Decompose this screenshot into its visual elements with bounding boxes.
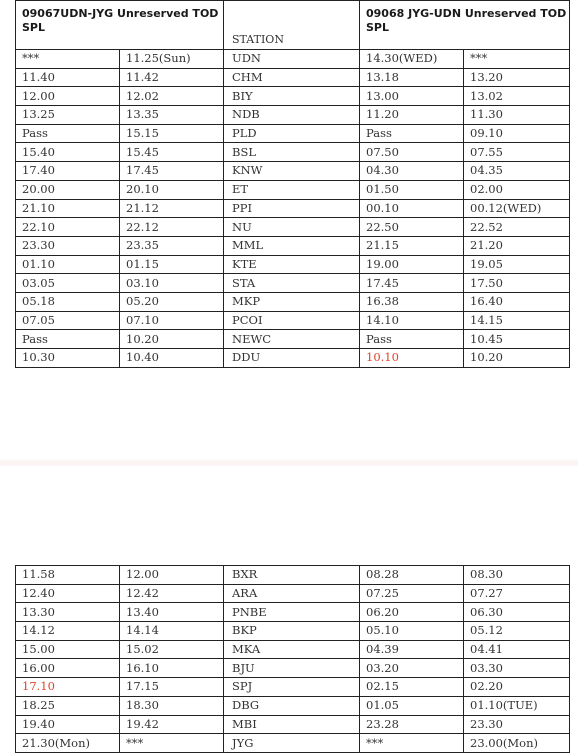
up-arrival-cell: 14.30(WED) <box>360 50 464 69</box>
station-code-cell: STA <box>224 274 360 293</box>
station-code-cell: BXR <box>224 566 360 585</box>
down-departure-cell: 22.12 <box>120 218 224 237</box>
down-arrival-cell: 05.18 <box>16 292 120 311</box>
down-departure-cell: 15.15 <box>120 124 224 143</box>
down-arrival-cell: 17.10 <box>16 678 120 697</box>
down-departure-cell: 15.45 <box>120 143 224 162</box>
up-departure-cell: 04.41 <box>464 640 570 659</box>
up-arrival-cell: 16.38 <box>360 292 464 311</box>
table-row <box>16 311 570 330</box>
down-arrival-cell: 16.00 <box>16 659 120 678</box>
timetable-table-top <box>15 0 570 368</box>
down-departure-cell: 17.45 <box>120 162 224 181</box>
up-arrival-cell: 04.39 <box>360 640 464 659</box>
down-departure-cell: 03.10 <box>120 274 224 293</box>
table-row <box>16 87 570 106</box>
down-departure-cell: 12.42 <box>120 584 224 603</box>
table-row <box>16 180 570 199</box>
table-row <box>16 274 570 293</box>
station-code-cell: JYG <box>224 734 360 753</box>
up-arrival-cell: 17.45 <box>360 274 464 293</box>
down-departure-cell: 01.15 <box>120 255 224 274</box>
up-departure-cell: 17.50 <box>464 274 570 293</box>
table-row <box>16 106 570 125</box>
down-departure-cell: 14.14 <box>120 622 224 641</box>
up-departure-cell: 08.30 <box>464 566 570 585</box>
up-arrival-cell: 01.05 <box>360 696 464 715</box>
station-code-cell: MML <box>224 236 360 255</box>
up-arrival-cell: 11.20 <box>360 106 464 125</box>
down-departure-cell: 07.10 <box>120 311 224 330</box>
up-departure-cell: 10.20 <box>464 349 570 368</box>
up-departure-cell: 22.52 <box>464 218 570 237</box>
up-arrival-cell: 10.10 <box>360 349 464 368</box>
up-arrival-cell: *** <box>360 734 464 753</box>
down-departure-cell: 15.02 <box>120 640 224 659</box>
station-code-cell: BSL <box>224 143 360 162</box>
down-arrival-cell: 14.12 <box>16 622 120 641</box>
down-departure-cell: 10.20 <box>120 330 224 349</box>
table-row <box>16 255 570 274</box>
station-code-cell: UDN <box>224 50 360 69</box>
table-header-row <box>16 1 570 50</box>
down-departure-cell: 21.12 <box>120 199 224 218</box>
up-arrival-cell: 05.10 <box>360 622 464 641</box>
up-departure-cell: 04.35 <box>464 162 570 181</box>
up-arrival-cell: 13.00 <box>360 87 464 106</box>
down-departure-cell: 05.20 <box>120 292 224 311</box>
down-arrival-cell: 21.30(Mon) <box>16 734 120 753</box>
down-arrival-cell: 01.10 <box>16 255 120 274</box>
down-departure-cell: 12.00 <box>120 566 224 585</box>
down-arrival-cell: 13.25 <box>16 106 120 125</box>
up-departure-cell: 21.20 <box>464 236 570 255</box>
station-code-cell: NDB <box>224 106 360 125</box>
table-row <box>16 349 570 368</box>
down-arrival-cell: 15.00 <box>16 640 120 659</box>
down-arrival-cell: 07.05 <box>16 311 120 330</box>
station-code-cell: SPJ <box>224 678 360 697</box>
table-row <box>16 162 570 181</box>
up-arrival-cell: 00.10 <box>360 199 464 218</box>
up-departure-cell: 03.30 <box>464 659 570 678</box>
table-row <box>16 292 570 311</box>
up-arrival-cell: 21.15 <box>360 236 464 255</box>
station-code-cell: PPI <box>224 199 360 218</box>
up-departure-cell: *** <box>464 50 570 69</box>
down-arrival-cell: 10.30 <box>16 349 120 368</box>
up-departure-cell: 23.30 <box>464 715 570 734</box>
table-row <box>16 199 570 218</box>
up-departure-cell: 19.05 <box>464 255 570 274</box>
up-departure-cell: 00.12(WED) <box>464 199 570 218</box>
up-arrival-cell: 22.50 <box>360 218 464 237</box>
station-code-cell: ARA <box>224 584 360 603</box>
station-code-cell: NEWC <box>224 330 360 349</box>
table-row <box>16 330 570 349</box>
down-departure-cell: 13.40 <box>120 603 224 622</box>
down-arrival-cell: 13.30 <box>16 603 120 622</box>
timetable-table-bottom <box>15 565 570 753</box>
up-arrival-cell: 02.15 <box>360 678 464 697</box>
down-departure-cell: 18.30 <box>120 696 224 715</box>
down-arrival-cell: 18.25 <box>16 696 120 715</box>
down-arrival-cell: 12.40 <box>16 584 120 603</box>
up-arrival-cell: 14.10 <box>360 311 464 330</box>
table-row <box>16 659 570 678</box>
up-arrival-cell: Pass <box>360 330 464 349</box>
down-departure-cell: 13.35 <box>120 106 224 125</box>
down-departure-cell: 11.42 <box>120 68 224 87</box>
up-departure-cell: 07.27 <box>464 584 570 603</box>
down-arrival-cell: 19.40 <box>16 715 120 734</box>
station-code-cell: DBG <box>224 696 360 715</box>
up-departure-cell: 02.20 <box>464 678 570 697</box>
up-departure-cell: 05.12 <box>464 622 570 641</box>
up-departure-cell: 13.20 <box>464 68 570 87</box>
up-departure-cell: 07.55 <box>464 143 570 162</box>
down-departure-cell: 10.40 <box>120 349 224 368</box>
up-departure-cell: 02.00 <box>464 180 570 199</box>
table-row <box>16 218 570 237</box>
table-row <box>16 678 570 697</box>
station-code-cell: MKP <box>224 292 360 311</box>
up-arrival-cell: 07.25 <box>360 584 464 603</box>
down-arrival-cell: 21.10 <box>16 199 120 218</box>
station-code-cell: DDU <box>224 349 360 368</box>
down-arrival-cell: 20.00 <box>16 180 120 199</box>
down-arrival-cell: 11.40 <box>16 68 120 87</box>
table-row <box>16 734 570 753</box>
table-row <box>16 715 570 734</box>
table-row <box>16 640 570 659</box>
table-row <box>16 68 570 87</box>
down-arrival-cell: 17.40 <box>16 162 120 181</box>
station-code-cell: BJU <box>224 659 360 678</box>
station-code-cell: BKP <box>224 622 360 641</box>
station-column-header: STATION <box>224 1 360 50</box>
up-arrival-cell: 06.20 <box>360 603 464 622</box>
down-departure-cell: 23.35 <box>120 236 224 255</box>
table-row <box>16 50 570 69</box>
up-arrival-cell: 19.00 <box>360 255 464 274</box>
down-departure-cell: 12.02 <box>120 87 224 106</box>
down-arrival-cell: 11.58 <box>16 566 120 585</box>
up-arrival-cell: 03.20 <box>360 659 464 678</box>
table-row <box>16 566 570 585</box>
up-departure-cell: 16.40 <box>464 292 570 311</box>
table-row <box>16 584 570 603</box>
station-code-cell: MBI <box>224 715 360 734</box>
down-train-title: 09067UDN-JYG Unreserved TOD SPL <box>16 1 224 50</box>
down-departure-cell: 17.15 <box>120 678 224 697</box>
up-departure-cell: 06.30 <box>464 603 570 622</box>
station-code-cell: NU <box>224 218 360 237</box>
up-departure-cell: 09.10 <box>464 124 570 143</box>
down-departure-cell: 16.10 <box>120 659 224 678</box>
station-code-cell: KTE <box>224 255 360 274</box>
up-arrival-cell: 01.50 <box>360 180 464 199</box>
up-departure-cell: 14.15 <box>464 311 570 330</box>
up-train-title: 09068 JYG-UDN Unreserved TOD SPL <box>360 1 570 50</box>
down-arrival-cell: Pass <box>16 330 120 349</box>
station-code-cell: ET <box>224 180 360 199</box>
up-arrival-cell: 07.50 <box>360 143 464 162</box>
up-arrival-cell: 04.30 <box>360 162 464 181</box>
station-code-cell: PLD <box>224 124 360 143</box>
up-arrival-cell: 13.18 <box>360 68 464 87</box>
table-row <box>16 696 570 715</box>
up-departure-cell: 11.30 <box>464 106 570 125</box>
down-departure-cell: 20.10 <box>120 180 224 199</box>
station-code-cell: PCOI <box>224 311 360 330</box>
down-arrival-cell: 23.30 <box>16 236 120 255</box>
table-row <box>16 143 570 162</box>
down-arrival-cell: *** <box>16 50 120 69</box>
up-departure-cell: 23.00(Mon) <box>464 734 570 753</box>
up-arrival-cell: Pass <box>360 124 464 143</box>
table-row <box>16 622 570 641</box>
down-arrival-cell: 22.10 <box>16 218 120 237</box>
station-code-cell: KNW <box>224 162 360 181</box>
station-code-cell: PNBE <box>224 603 360 622</box>
station-code-cell: MKA <box>224 640 360 659</box>
down-arrival-cell: 03.05 <box>16 274 120 293</box>
down-arrival-cell: 15.40 <box>16 143 120 162</box>
table-row <box>16 124 570 143</box>
up-departure-cell: 13.02 <box>464 87 570 106</box>
up-arrival-cell: 08.28 <box>360 566 464 585</box>
table-row <box>16 603 570 622</box>
up-arrival-cell: 23.28 <box>360 715 464 734</box>
down-departure-cell: 11.25(Sun) <box>120 50 224 69</box>
down-arrival-cell: 12.00 <box>16 87 120 106</box>
station-code-cell: CHM <box>224 68 360 87</box>
station-code-cell: BIY <box>224 87 360 106</box>
table-row <box>16 236 570 255</box>
down-arrival-cell: Pass <box>16 124 120 143</box>
down-departure-cell: *** <box>120 734 224 753</box>
down-departure-cell: 19.42 <box>120 715 224 734</box>
up-departure-cell: 10.45 <box>464 330 570 349</box>
up-departure-cell: 01.10(TUE) <box>464 696 570 715</box>
